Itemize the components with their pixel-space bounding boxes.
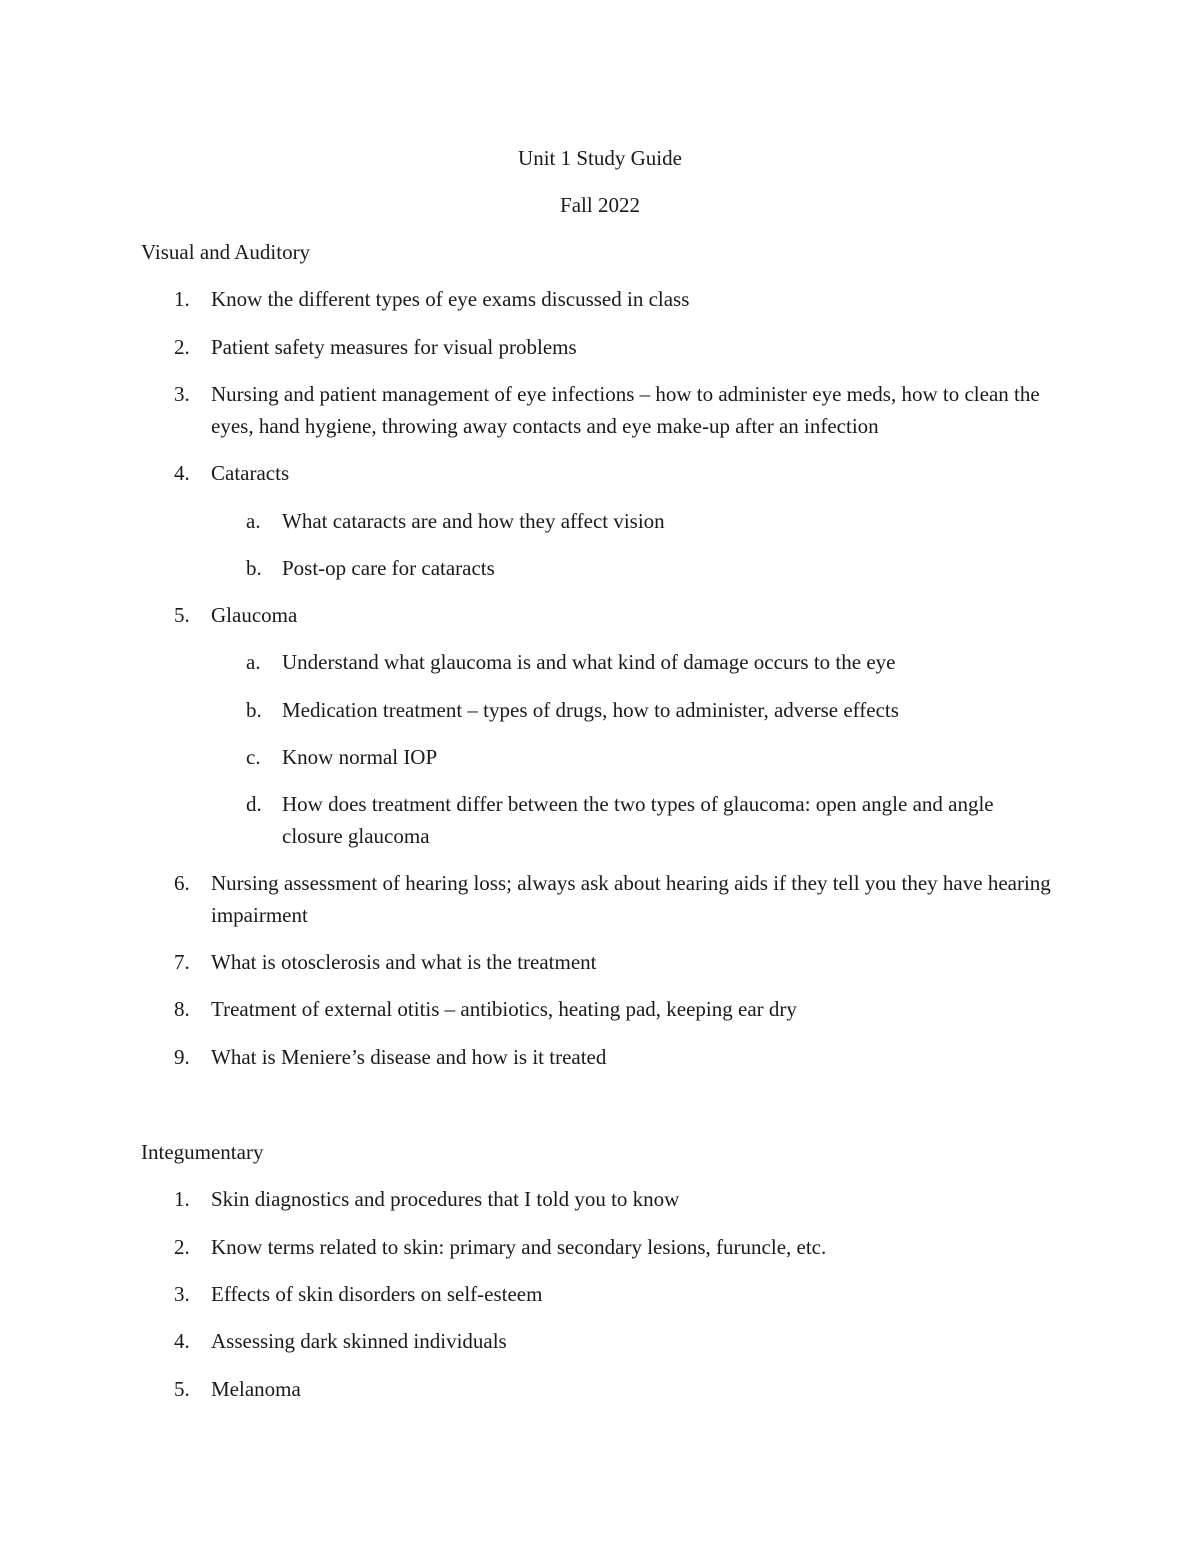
sub-list-item-text: Know normal IOP (282, 745, 438, 769)
list-item-text: Skin diagnostics and procedures that I told you to know (211, 1187, 680, 1211)
sub-list-item-letter: b. (246, 556, 262, 580)
sub-list-item-text: Understand what glaucoma is and what kind of damage occurs to the eye (282, 650, 896, 674)
sub-list-item-letter: d. (246, 792, 262, 816)
list-item-number: 3. (174, 1282, 190, 1306)
sub-list-item-letter: b. (246, 698, 262, 722)
document-title: Unit 1 Study Guide (518, 146, 682, 170)
list-item-number: 1. (174, 1187, 190, 1211)
list-item-text: Assessing dark skinned individuals (211, 1329, 507, 1353)
list-item-text: Patient safety measures for visual problems (211, 335, 577, 359)
list-item-text: Know the different types of eye exams discussed in class (211, 287, 690, 311)
sub-list-item-letter: a. (246, 509, 261, 533)
list-item-number: 3. (174, 382, 190, 406)
list-item-number: 4. (174, 461, 190, 485)
list-item-text: Treatment of external otitis – antibiotics, heating pad, keeping ear dry (211, 997, 797, 1021)
document-subtitle: Fall 2022 (560, 193, 640, 217)
list-item-text: Glaucoma (211, 603, 298, 627)
list-item-text: Cataracts (211, 461, 290, 485)
sub-list-item-text: Post-op care for cataracts (282, 556, 495, 580)
sub-list-item-text: Medication treatment – types of drugs, how to administer, adverse effects (282, 698, 899, 722)
list-item-text: Melanoma (211, 1377, 301, 1401)
list-item-text: Nursing assessment of hearing loss; always ask about hearing aids if they tell you they have hearing impairment (211, 871, 1051, 927)
list-item-number: 1. (174, 287, 190, 311)
list-item-number: 4. (174, 1329, 190, 1353)
list-item-number: 9. (174, 1045, 190, 1069)
section-heading-integumentary: Integumentary (141, 1140, 264, 1164)
list-item-number: 2. (174, 1235, 190, 1259)
sub-list-item-text: How does treatment differ between the two types of glaucoma: open angle and angle closure glaucoma (282, 792, 994, 848)
list-item-number: 6. (174, 871, 190, 895)
list-item-number: 2. (174, 335, 190, 359)
sub-list-item-text: What cataracts are and how they affect vision (282, 509, 665, 533)
list-item-text: What is Meniere’s disease and how is it treated (211, 1045, 607, 1069)
list-item-number: 5. (174, 1377, 190, 1401)
sub-list-item-letter: c. (246, 745, 261, 769)
list-item-text: Effects of skin disorders on self-esteem (211, 1282, 543, 1306)
list-item-text: Know terms related to skin: primary and secondary lesions, furuncle, etc. (211, 1235, 827, 1259)
list-item-number: 7. (174, 950, 190, 974)
sub-list-item-letter: a. (246, 650, 261, 674)
list-item-number: 5. (174, 603, 190, 627)
list-item-text: What is otosclerosis and what is the treatment (211, 950, 597, 974)
section-heading-visual-auditory: Visual and Auditory (141, 240, 311, 264)
list-item-number: 8. (174, 997, 190, 1021)
list-item-text: Nursing and patient management of eye infections – how to administer eye meds, how to clean the eyes, hand hygiene, throwing away contacts and eye make-up after an infection (211, 382, 1040, 438)
